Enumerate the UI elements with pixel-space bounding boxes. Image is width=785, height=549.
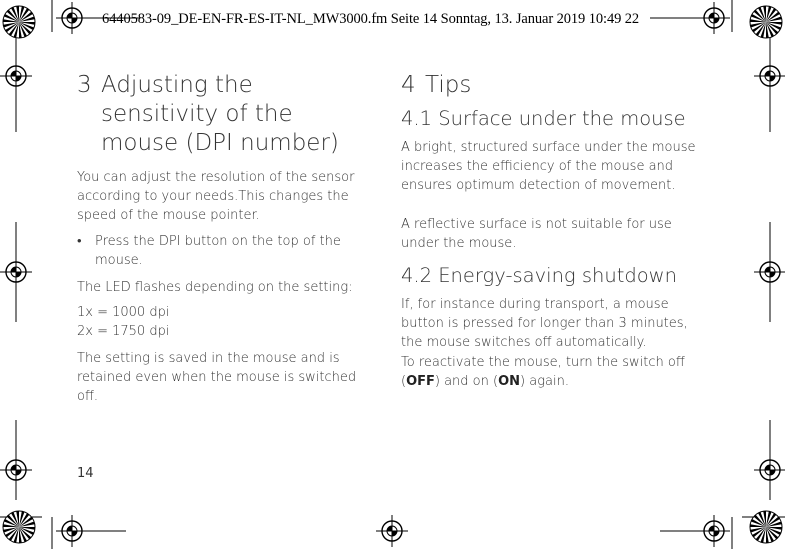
heading-number: 3 <box>77 72 92 98</box>
heading-number: 4 <box>401 72 416 98</box>
registration-target <box>698 515 730 547</box>
saved-paragraph: The setting is saved in the mouse and is retained even when the mouse is switched off. <box>77 351 357 404</box>
registration-target <box>0 60 32 92</box>
surface-paragraph-2: A reflective surface is not suitable for use under the mouse. <box>401 217 672 251</box>
bullet-symbol: • <box>77 234 82 249</box>
dpi-setting-2: 2x = 1750 dpi <box>77 324 170 339</box>
surface-paragraph-1: A bright, structured surface under the mouse increases the efficiency of the mouse and ensures optimum detection of movement. <box>401 140 696 193</box>
registration-target <box>754 256 785 288</box>
registration-target <box>56 515 88 547</box>
starburst-mark <box>750 6 782 38</box>
shutdown-paragraph-2 <box>401 353 711 391</box>
shutdown-paragraph-1: If, for instance during transport, a mouse button is pressed for longer than 3 minutes, the mouse switches off automatically. <box>401 297 688 350</box>
bullet-text: Press the DPI button on the top of the mouse. <box>95 234 341 268</box>
starburst-mark <box>750 511 782 543</box>
registration-target <box>0 256 32 288</box>
text-segment: ) again. <box>520 374 569 389</box>
starburst-mark <box>3 6 35 38</box>
page-number: 14 <box>77 466 94 481</box>
registration-target <box>754 60 785 92</box>
registration-target <box>698 2 730 34</box>
heading-text: Adjusting the sensitivity of the mouse (DPI number) <box>101 72 339 156</box>
registration-target <box>0 454 32 486</box>
registration-target <box>376 515 408 547</box>
off-label: OFF <box>406 374 435 389</box>
heading-text: Tips <box>425 72 472 98</box>
registration-target <box>56 2 88 34</box>
dpi-setting-1: 1x = 1000 dpi <box>77 305 170 320</box>
section-4-heading <box>401 71 601 101</box>
on-label: ON <box>498 374 521 389</box>
bullet-item <box>77 232 367 272</box>
intro-paragraph: You can adjust the resolution of the sensor according to your needs.This changes the speed of the mouse pointer. <box>77 170 355 223</box>
registration-target <box>754 454 785 486</box>
subsection-4-2-title: 4.2 Energy-saving shutdown <box>401 264 677 287</box>
subsection-4-1-title: 4.1 Surface under the mouse <box>401 107 686 130</box>
starburst-mark <box>3 511 35 543</box>
print-slug-line: 6440583-09_DE-EN-FR-ES-IT-NL_MW3000.fm Seite 14 Sonntag, 13. Januar 2019 10:49 22 <box>102 11 640 27</box>
text-segment: ) and on ( <box>434 374 499 389</box>
text-segment: To reactivate the mouse, turn the switch off ( <box>401 355 685 389</box>
section-3-heading <box>77 71 377 161</box>
led-paragraph: The LED flashes depending on the setting: <box>77 280 353 295</box>
